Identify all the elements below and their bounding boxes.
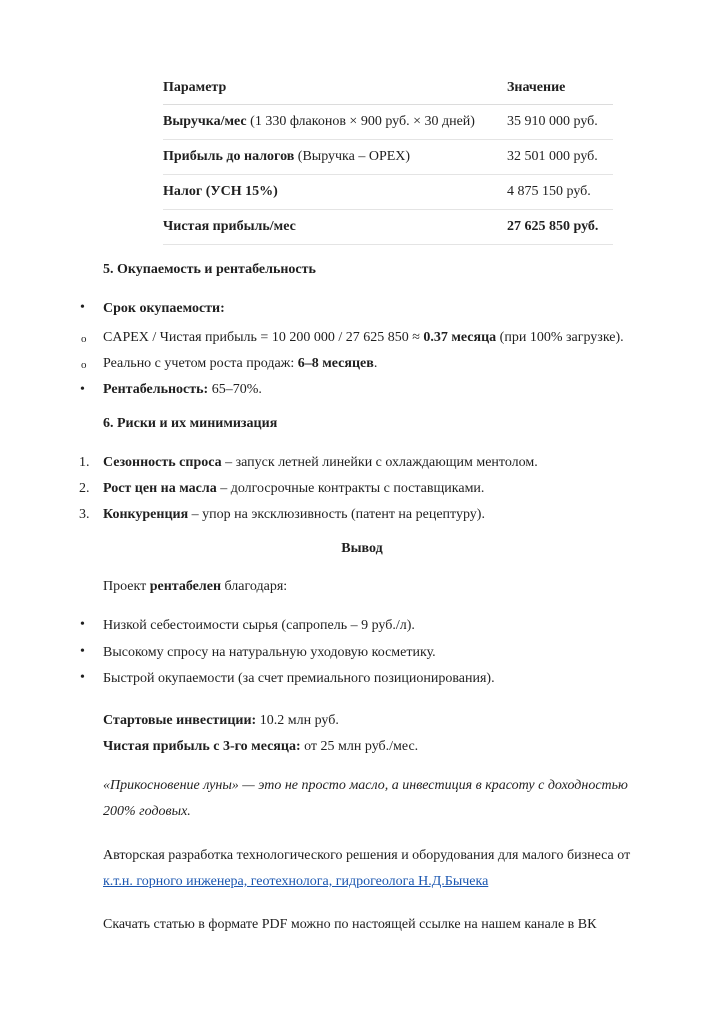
- header-value: Значение: [507, 72, 613, 105]
- section-6-heading: 6. Риски и их минимизация: [103, 416, 278, 431]
- table-row: [163, 175, 613, 210]
- row-label-bold: Чистая прибыль/мес: [163, 219, 296, 234]
- row-label: [163, 175, 507, 210]
- download-text: Скачать статью в формате PDF можно по настоящей ссылке на нашем канале в ВК: [103, 917, 597, 932]
- list-number: 2.: [79, 481, 90, 496]
- conclusion-intro: Проект рентабелен благодаря:: [103, 579, 288, 594]
- list-number: 3.: [79, 507, 90, 522]
- payback-calculation: CAPEX / Чистая прибыль = 10 200 000 / 27 625 850 ≈ 0.37 месяца (при 100% загрузке).: [103, 330, 624, 345]
- risk-item: Сезонность спроса – запуск летней линейки с охлаждающим ментолом.: [103, 455, 538, 470]
- start-investment: Стартовые инвестиции: 10.2 млн руб.: [103, 713, 339, 728]
- author-text: Авторская разработка технологического решения и оборудования для малого бизнеса от: [103, 848, 631, 863]
- risk-item: Рост цен на масла – долгосрочные контракты с поставщиками.: [103, 481, 485, 496]
- profitability: Рентабельность: 65–70%.: [103, 382, 262, 397]
- bullet-icon: •: [80, 644, 85, 659]
- bullet-icon: •: [80, 382, 85, 397]
- quote-line-2: 200% годовых.: [103, 804, 191, 819]
- quote-line-1: «Прикосновение луны» — это не просто масло, а инвестиция в красоту с доходностью: [103, 778, 628, 793]
- row-label-bold: Выручка/мес: [163, 114, 247, 129]
- conclusion-bullet: Высокому спросу на натуральную уходовую косметику.: [103, 645, 436, 660]
- circle-bullet-icon: o: [81, 333, 87, 345]
- payback-realistic: Реально с учетом роста продаж: 6–8 месяцев.: [103, 356, 378, 371]
- author-link[interactable]: к.т.н. горного инженера, геотехнолога, гидрогеолога Н.Д.Бычека: [103, 874, 489, 889]
- bullet-icon: •: [80, 300, 85, 315]
- conclusion-bullet: Быстрой окупаемости (за счет премиального позиционирования).: [103, 671, 495, 686]
- table-header-row: [163, 72, 613, 105]
- bullet-icon: •: [80, 670, 85, 685]
- row-label-rest: (Выручка – OPEX): [294, 149, 411, 164]
- row-value-bold: 27 625 850 руб.: [507, 210, 613, 245]
- row-value: 4 875 150 руб.: [507, 175, 613, 210]
- summary-table: [163, 72, 613, 245]
- row-label-bold: Прибыль до налогов: [163, 149, 295, 164]
- net-profit: Чистая прибыль с 3-го месяца: от 25 млн руб./мес.: [103, 739, 419, 754]
- table-row: [163, 210, 613, 245]
- row-label: [163, 140, 507, 175]
- row-label: [163, 210, 507, 245]
- circle-bullet-icon: o: [81, 359, 87, 371]
- author-link-line: [103, 874, 488, 890]
- risk-item: Конкуренция – упор на эксклюзивность (патент на рецептуру).: [103, 507, 485, 522]
- section-5-heading: 5. Окупаемость и рентабельность: [103, 262, 316, 277]
- row-label-bold: Налог (УСН 15%): [163, 184, 278, 199]
- bullet-icon: •: [80, 617, 85, 632]
- row-value: 32 501 000 руб.: [507, 140, 613, 175]
- row-label: [163, 105, 507, 140]
- payback-label: Срок окупаемости:: [103, 301, 225, 316]
- conclusion-bullet: Низкой себестоимости сырья (сапропель – 9 руб./л).: [103, 618, 415, 633]
- row-value: 35 910 000 руб.: [507, 105, 613, 140]
- conclusion-heading: Вывод: [341, 541, 383, 556]
- row-label-rest: (1 330 флаконов × 900 руб. × 30 дней): [246, 114, 475, 129]
- list-number: 1.: [79, 455, 90, 470]
- table-row: [163, 140, 613, 175]
- table-row: [163, 105, 613, 140]
- header-parameter: Параметр: [163, 72, 507, 105]
